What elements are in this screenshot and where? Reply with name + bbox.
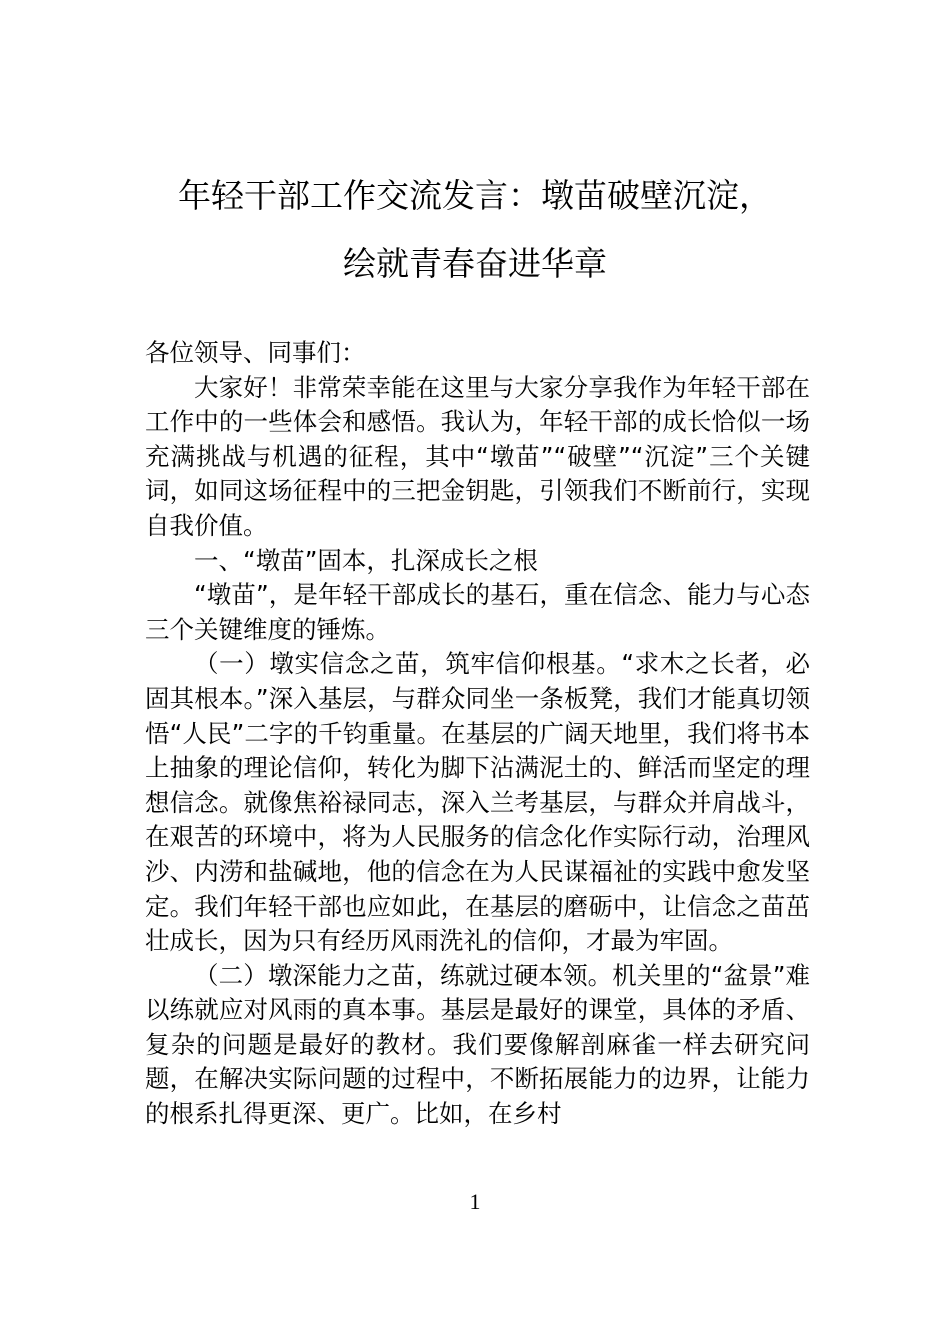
salutation: 各位领导、同事们： xyxy=(145,338,366,367)
paragraph-subsection-2: （二）墩深能力之苗，练就过硬本领。机关里的“盆景”难以练就应对风雨的真本事。基层是最好的课堂，具体的矛盾、复杂的问题是最好的教材。我们要像解剖麻雀一样去研究问题，在解决实际问题的过程中，不断拓展能力的边界，让能力的根系扎得更深、更广。比如，在乡村 xyxy=(145,960,810,1129)
document-title-line-1: 年轻干部工作交流发言：墩苗破壁沉淀， xyxy=(178,176,772,215)
paragraph-subsection-1: （一）墩实信念之苗，筑牢信仰根基。“求木之长者，必固其根本。”深入基层，与群众同坐一条板凳，我们才能真切领悟“人民”二字的千钧重量。在基层的广阔天地里，我们将书本上抽象的理论信仰，转化为脚下沾满泥土的、鲜活而坚定的理想信念。就像焦裕禄同志，深入兰考基层，与群众并肩战斗，在艰苦的环境中，将为人民服务的信念化作实际行动，治理风沙、内涝和盐碱地，他的信念在为人民谋福祉的实践中愈发坚定。我们年轻干部也应如此，在基层的磨砺中，让信念之苗茁壮成长，因为只有经历风雨洗礼的信仰，才最为牢固。 xyxy=(145,649,810,956)
document-body xyxy=(145,336,810,1132)
paragraph-opening: 大家好！非常荣幸能在这里与大家分享我作为年轻干部在工作中的一些体会和感悟。我认为，年轻干部的成长恰似一场充满挑战与机遇的征程，其中“墩苗”“破壁”“沉淀”三个关键词，如同这场征程中的三把金钥匙，引领我们不断前行，实现自我价值。 xyxy=(145,372,810,540)
page-number: 1 xyxy=(469,1189,481,1214)
section-heading-1: 一、“墩苗”固本，扎深成长之根 xyxy=(194,545,538,575)
document-title-line-2: 绘就青春奋进华章 xyxy=(343,244,607,283)
paragraph-section-intro: “墩苗”，是年轻干部成长的基石，重在信念、能力与心态三个关键维度的锤炼。 xyxy=(145,580,810,644)
